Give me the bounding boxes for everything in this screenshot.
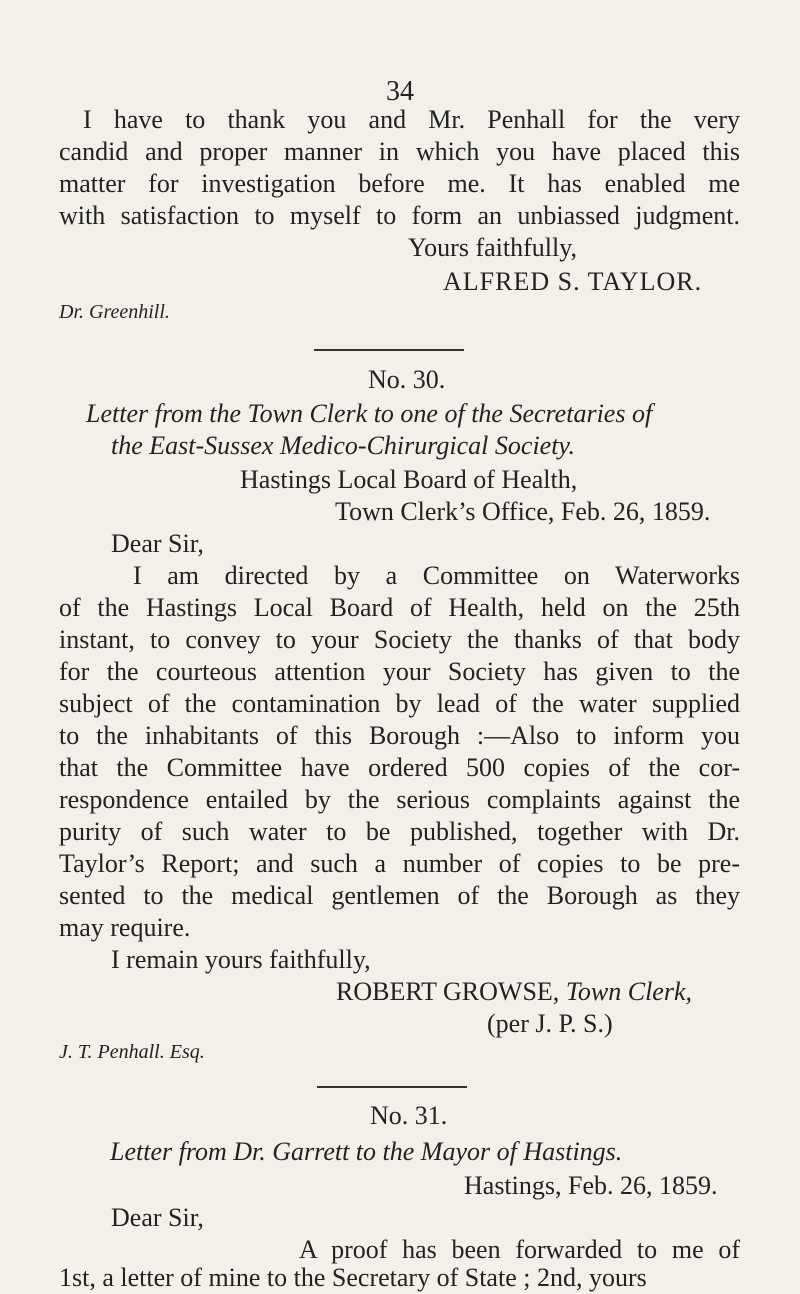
paragraph-line: respondence entailed by the serious complaints against the bbox=[59, 785, 740, 814]
letter-heading: Letter from Dr. Garrett to the Mayor of Hastings. bbox=[110, 1137, 623, 1166]
paragraph-line: to the inhabitants of this Borough :—Also to inform you bbox=[59, 721, 740, 750]
paragraph-line: I am directed by a Committee on Waterworks bbox=[133, 561, 740, 590]
addressee: J. T. Penhall. Esq. bbox=[59, 1041, 205, 1063]
signature: ALFRED S. TAYLOR. bbox=[443, 267, 703, 296]
paragraph-line: for the courteous attention your Society has given to the bbox=[59, 657, 740, 686]
section-divider bbox=[317, 1086, 467, 1088]
paragraph-line: of the Hastings Local Board of Health, held on the 25th bbox=[59, 593, 740, 622]
paragraph-line: subject of the contamination by lead of the water supplied bbox=[59, 689, 740, 718]
paragraph-line: A proof has been forwarded to me of bbox=[299, 1235, 740, 1264]
paragraph-line: candid and proper manner in which you have placed this bbox=[59, 137, 740, 166]
valediction: Yours faithfully, bbox=[408, 233, 578, 262]
page-number: 34 bbox=[386, 76, 414, 107]
letter-number: No. 31. bbox=[370, 1101, 448, 1130]
paragraph-line: with satisfaction to myself to form an unbiassed judgment. bbox=[59, 201, 740, 230]
salutation: Dear Sir, bbox=[111, 529, 204, 558]
paragraph-line: 1st, a letter of mine to the Secretary of State ; 2nd, yours bbox=[59, 1263, 647, 1292]
paragraph-line: may require. bbox=[59, 913, 191, 942]
signature-per: (per J. P. S.) bbox=[487, 1009, 613, 1038]
letter-heading: the East-Sussex Medico-Chirurgical Society. bbox=[111, 431, 576, 460]
letter-heading: Letter from the Town Clerk to one of the Secretaries of bbox=[86, 399, 653, 428]
paragraph-line: sented to the medical gentlemen of the Borough as they bbox=[59, 881, 740, 910]
letter-number: No. 30. bbox=[368, 365, 446, 394]
paragraph-line: purity of such water to be published, together with Dr. bbox=[59, 817, 740, 846]
signature-name: ROBERT GROWSE, bbox=[336, 977, 560, 1006]
valediction: I remain yours faithfully, bbox=[111, 945, 371, 974]
signature bbox=[336, 976, 692, 1008]
section-divider bbox=[314, 349, 464, 351]
address-line: Hastings Local Board of Health, bbox=[240, 465, 578, 494]
signature-title: Town Clerk, bbox=[565, 977, 692, 1006]
paragraph-line: instant, to convey to your Society the thanks of that body bbox=[59, 625, 740, 654]
paragraph-line: Taylor’s Report; and such a number of copies to be pre- bbox=[59, 849, 740, 878]
paragraph-line: I have to thank you and Mr. Penhall for the very bbox=[83, 105, 740, 134]
address-line: Hastings, Feb. 26, 1859. bbox=[464, 1171, 718, 1200]
paragraph-line: that the Committee have ordered 500 copies of the cor- bbox=[59, 753, 740, 782]
paragraph-line: matter for investigation before me. It has enabled me bbox=[59, 169, 740, 198]
salutation: Dear Sir, bbox=[111, 1203, 204, 1232]
address-line: Town Clerk’s Office, Feb. 26, 1859. bbox=[335, 497, 711, 526]
addressee: Dr. Greenhill. bbox=[59, 301, 170, 323]
